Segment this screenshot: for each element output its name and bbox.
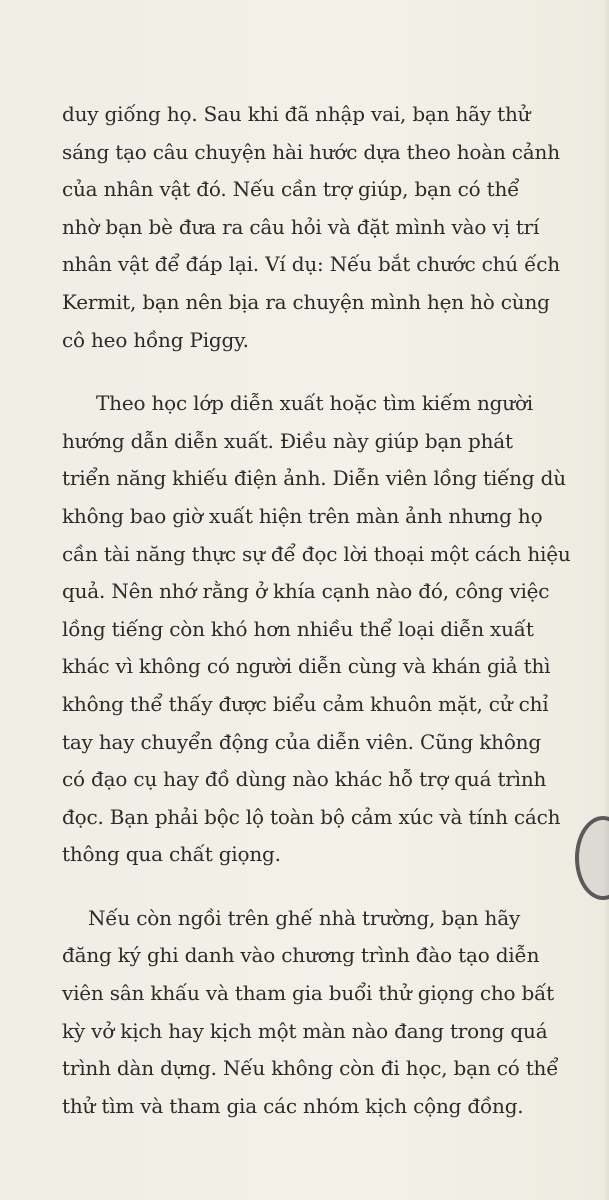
text-line: tay hay chuyển động của diễn viên. Cũng không [62, 729, 541, 754]
paragraph-1 [62, 96, 586, 359]
text-line: quả. Nên nhớ rằng ở khía cạnh nào đó, công việc [62, 579, 550, 604]
text-line: hướng dẫn diễn xuất. Điều này giúp bạn phát [62, 428, 513, 453]
text-line: cần tài năng thực sự để đọc lời thoại một cách hiệu [62, 541, 571, 566]
paragraph-3 [62, 900, 586, 1126]
text-line: của nhân vật đó. Nếu cần trợ giúp, bạn có thể [62, 177, 520, 202]
text-line: nhờ bạn bè đưa ra câu hỏi và đặt mình vào vị trí [62, 214, 540, 239]
text-line: có đạo cụ hay đồ dùng nào khác hỗ trợ quá trình [62, 767, 547, 792]
text-line: khác vì không có người diễn cùng và khán giả thì [62, 654, 551, 679]
text-line: Kermit, bạn nên bịa ra chuyện mình hẹn hò cùng [62, 289, 550, 314]
text-line: Nếu còn ngồi trên ghế nhà trường, bạn hãy [88, 905, 521, 930]
text-line: viên sân khấu và tham gia buổi thử giọng cho bất [62, 981, 555, 1006]
text-line: không bao giờ xuất hiện trên màn ảnh nhưng họ [62, 503, 543, 528]
text-line: trình dàn dựng. Nếu không còn đi học, bạn có thể [62, 1056, 559, 1081]
body-text [62, 96, 586, 1125]
paragraph-2 [62, 385, 586, 874]
text-line: cô heo hồng Piggy. [62, 327, 249, 352]
text-line: nhân vật để đáp lại. Ví dụ: Nếu bắt chước chú ếch [62, 252, 560, 277]
text-line: thông qua chất giọng. [62, 842, 281, 867]
text-line: Theo học lớp diễn xuất hoặc tìm kiếm người [96, 391, 533, 416]
text-line: không thể thấy được biểu cảm khuôn mặt, cử chỉ [62, 691, 549, 716]
text-line: đăng ký ghi danh vào chương trình đào tạo diễn [62, 943, 540, 968]
text-line: đọc. Bạn phải bộc lộ toàn bộ cảm xúc và tính cách [62, 804, 561, 829]
text-line: sáng tạo câu chuyện hài hước dựa theo hoàn cảnh [62, 139, 560, 164]
text-line: thử tìm và tham gia các nhóm kịch cộng đồng. [62, 1093, 524, 1118]
text-line: triển năng khiếu điện ảnh. Diễn viên lồng tiếng dù [62, 466, 566, 491]
page-edge-shadow [603, 0, 609, 1200]
text-line: lồng tiếng còn khó hơn nhiều thể loại diễn xuất [62, 616, 534, 641]
text-line: kỳ vở kịch hay kịch một màn nào đang trong quá [62, 1018, 548, 1043]
text-line: duy giống họ. Sau khi đã nhập vai, bạn hãy thử [62, 102, 531, 126]
